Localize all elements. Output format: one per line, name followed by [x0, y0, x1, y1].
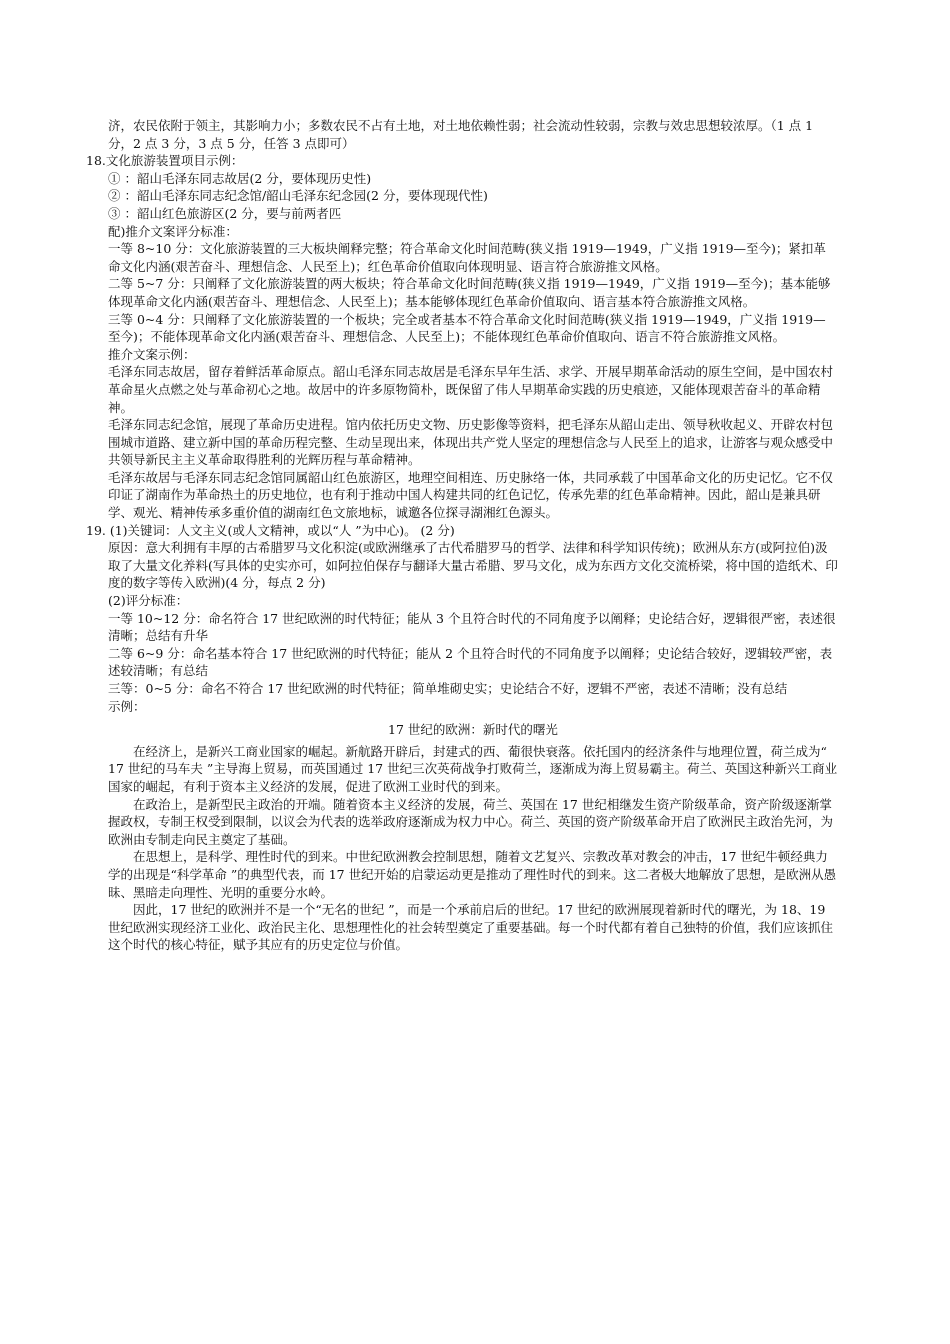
- q18-item-2: ② ：韶山毛泽东同志纪念馆/韶山毛泽东纪念园(2 分，要体现现代性): [108, 188, 488, 204]
- essay-paragraph-conclusion: 因此，17 世纪的欧洲并不是一个“无名的世纪 ”，而是一个承前启后的世纪。17 世纪的欧洲展现着新时代的曙光，为 18、19 世纪欧洲实现经济工业化、政治民主化、思想理性化的社会转型奠定了重要基础。每一个时代都有着自己独特的价值，我们应该抓住这个时代的核心特征，赋予其应有的历史定位与价值。: [108, 902, 834, 953]
- essay-paragraph-politics: 在政治上，是新型民主政治的开端。随着资本主义经济的发展，荷兰、英国在 17 世纪相继发生资产阶级革命，资产阶级逐渐掌握政权，专制王权受到限制，以议会为代表的选举政府逐渐成为权力中心。荷兰、英国的资产阶级革命开启了欧洲民主政治先河，为欧洲由专制走向民主奠定了基础。: [108, 796, 834, 847]
- q18-heading: 18.文化旅游装置项目示例：: [86, 153, 244, 169]
- q18-sample-2: 毛泽东同志纪念馆，展现了革命历史进程。馆内依托历史文物、历史影像等资料，把毛泽东从韶山走出、领导秋收起义、开辟农村包围城市道路、建立新中国的革命历程完整、生动呈现出来，体现出共产党人坚定的理想信念与人民至上的追求，让游客与观众感受中共领导新民主主义革命取得胜利的光辉历程与革命精神。: [108, 417, 834, 468]
- q19-grade-2: 二等 6~9 分：命名基本符合 17 世纪欧洲的时代特征；能从 2 个且符合时代的不同角度予以阐释；史论结合较好，逻辑较严密，表述较清晰；有总结: [108, 645, 833, 679]
- q18-sample-heading: 推介文案示例：: [108, 346, 196, 362]
- q18-grade-3: 三等 0~4 分：只阐释了文化旅游装置的一个板块；完全或者基本不符合革命文化时间范畴(狭义指 1919—1949，广义指 1919—至今)；不能体现革命文化内涵(艰苦奋斗、理想信念、人民至上)；不能体现红色革命价值取向、语言不符合旅游推文风格。: [108, 311, 826, 345]
- q18-item-3: ③ ：韶山红色旅游区(2 分，要与前两者匹: [108, 205, 342, 221]
- q18-item-1: ① ：韶山毛泽东同志故居(2 分，要体现历史性): [108, 170, 372, 186]
- essay-paragraph-thought: 在思想上，是科学、理性时代的到来。中世纪欧洲教会控制思想，随着文艺复兴、宗教改革对教会的冲击，17 世纪牛顿经典力学的出现是“科学革命 ”的典型代表，而 17 世纪开始的启蒙运动更是推动了理性时代的到来。这二者极大地解放了思想，是欧洲从愚昧、黑暗走向理性、光明的重要分水岭。: [108, 849, 837, 900]
- q18-sample-1: 毛泽东同志故居，留存着鲜活革命原点。韶山毛泽东同志故居是毛泽东早年生活、求学、开展早期革命活动的原生空间，是中国农村革命星火点燃之处与革命初心之地。故居中的许多原物简朴，既保留了伟人早期革命实践的历史痕迹，又能体现艰苦奋斗的革命精神。: [108, 364, 834, 415]
- q19-sample-label: 示例：: [108, 698, 146, 714]
- q19-heading: 19. (1)关键词：人文主义(或人文精神，或以“人 ”为中心)。 (2 分): [86, 522, 455, 538]
- q17-tail-text: 济，农民依附于领主，其影响力小；多数农民不占有土地，对土地依赖性弱；社会流动性较弱，宗教与效忠思想较浓厚。（1 点 1 分，2 点 3 分，3 点 5 分，任答 3 点即可）: [108, 118, 814, 151]
- answer-document: [86, 117, 838, 954]
- q19-grade-3: 三等：0~5 分：命名不符合 17 世纪欧洲的时代特征；简单堆砌史实；史论结合不好，逻辑不严密，表述不清晰；没有总结: [108, 681, 788, 696]
- q18-grade-2: 二等 5~7 分：只阐释了文化旅游装置的两大板块；符合革命文化时间范畴(狭义指 1919—1949，广义指 1919—至今)；基本能够体现革命文化内涵(艰苦奋斗、理想信念、人民至上)；基本能够体现红色革命价值取向、语言基本符合旅游推文风格。: [108, 276, 831, 309]
- q18-item-3-continuation: 配)推介文案评分标准：: [108, 223, 238, 239]
- q18-grade-1: 一等 8~10 分：文化旅游装置的三大板块阐释完整；符合革命文化时间范畴(狭义指 1919—1949，广义指 1919—至今)；紧扣革命文化内涵(艰苦奋斗、理想信念、人民至上)；红色革命价值取向体现明显、语言符合旅游推文风格。: [108, 241, 826, 274]
- q19-part2-heading: (2)评分标准：: [108, 593, 189, 609]
- essay-title: 17 世纪的欧洲：新时代的曙光: [388, 722, 558, 738]
- q18-sample-3: 毛泽东故居与毛泽东同志纪念馆同属韶山红色旅游区，地理空间相连、历史脉络一体，共同承载了中国革命文化的历史记忆。它不仅印证了湖南作为革命热土的历史地位，也有利于推动中国人构建共同的红色记忆，传承先辈的红色革命精神。因此，韶山是兼具研学、观光、精神传承多重价值的湖南红色文旅地标，诚邀各位探寻湖湘红色源头。: [108, 469, 834, 521]
- q19-grade-1: 一等 10~12 分：命名符合 17 世纪欧洲的时代特征；能从 3 个且符合时代的不同角度予以阐释；史论结合好，逻辑很严密，表述很清晰；总结有升华: [108, 610, 836, 644]
- essay-paragraph-economy: 在经济上，是新兴工商业国家的崛起。新航路开辟后，封建式的西、葡很快衰落。依托国内的经济条件与地理位置，荷兰成为“ 17 世纪的马车夫 ”主导海上贸易，而英国通过 17 世纪三次英荷战争打败荷兰，逐渐成为海上贸易霸主。荷兰、英国这种新兴工商业国家的崛起，有利于资本主义经济的发展，促进了欧洲工业时代的到来。: [108, 743, 838, 794]
- q19-reason: 原因：意大利拥有丰厚的古希腊罗马文化积淀(或欧洲继承了古代希腊罗马的哲学、法律和科学知识传统)；欧洲从东方(或阿拉伯)汲取了大量文化养料(写具体的史实亦可，如阿拉伯保存与翻译大量古希腊、罗马文化，成为东西方文化交流桥梁，将中国的造纸术、印度的数字等传入欧洲)(4 分，每点 2 分): [108, 540, 838, 591]
